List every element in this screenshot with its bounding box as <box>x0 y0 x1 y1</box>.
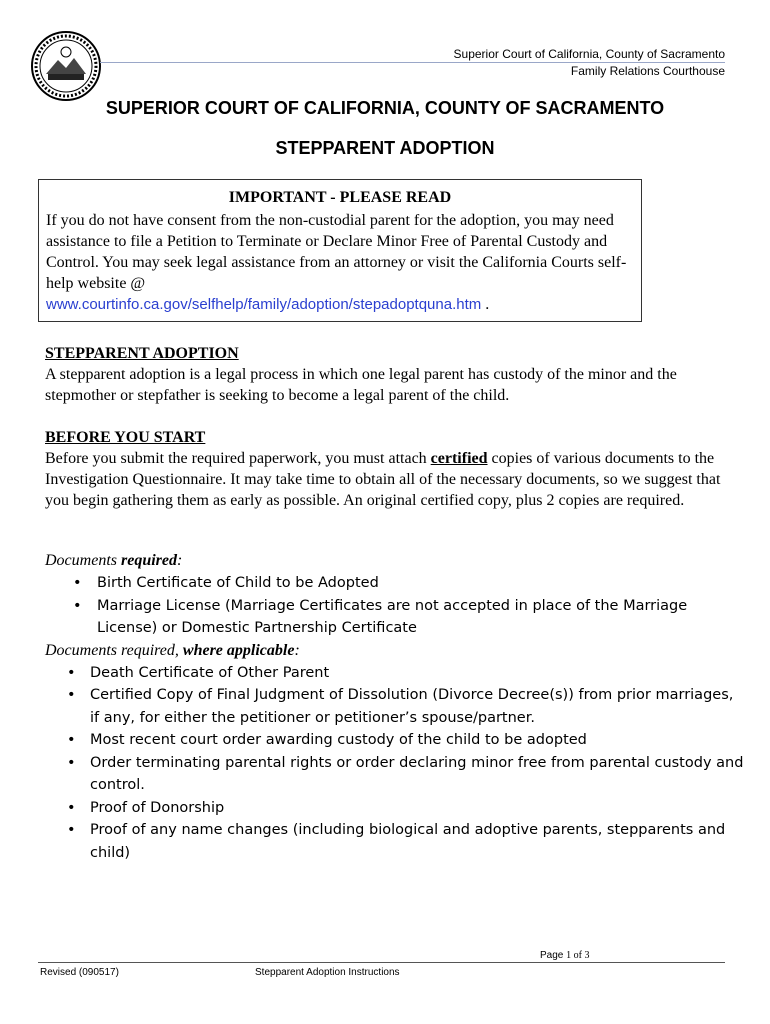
important-notice-box <box>38 179 642 322</box>
certified-emphasis: certified <box>430 450 488 467</box>
before-you-start-section <box>45 427 735 511</box>
footer-doc-title: Stepparent Adoption Instructions <box>255 967 400 978</box>
list-item: • Proof of any name changes (including biological and adoptive parents, stepparents and child) <box>45 819 745 864</box>
self-help-link[interactable]: www.courtinfo.ca.gov/selfhelp/family/adoption/stepadoptquna.htm <box>46 296 482 313</box>
bullet-icon: • <box>73 575 82 591</box>
important-text-block <box>46 210 636 315</box>
list-item: • Certified Copy of Final Judgment of Dissolution (Divorce Decree(s)) from prior marriages, if any, for either the petitioner or petitioner’s spouse/partner. <box>45 684 745 729</box>
important-text: If you do not have consent from the non-custodial parent for the adoption, you may need assistance to file a Petition to Terminate or Declare Minor Free of Parental Custody and Control. You may seek legal assistance from an attorney or visit the California Courts self-help website @ <box>46 212 627 292</box>
court-seal-logo <box>30 30 102 102</box>
before-text-start: Before you submit the required paperwork, you must attach <box>45 450 431 467</box>
bullet-icon: • <box>67 732 76 748</box>
important-heading: IMPORTANT - PLEASE READ <box>228 189 452 206</box>
list-item: • Death Certificate of Other Parent <box>45 662 745 685</box>
before-text-end: copies of various documents to the Investigation Questionnaire. It may take time to obtain all of the necessary documents, so we suggest that you begin gathering them as early as possible. An original certified copy, plus 2 copies are required. <box>45 450 721 509</box>
page-subtitle: STEPPARENT ADOPTION <box>275 138 495 158</box>
list-item: • Birth Certificate of Child to be Adopted <box>45 572 745 595</box>
header-divider <box>100 62 725 63</box>
bullet-icon: • <box>67 664 76 681</box>
list-item: • Most recent court order awarding custody of the child to be adopted <box>45 729 745 752</box>
stepparent-adoption-section <box>45 343 735 406</box>
bullet-icon: • <box>67 754 76 771</box>
revised-date: Revised (090517) <box>40 967 119 978</box>
page-number: Page 1 of 3 <box>540 950 590 961</box>
docs-required-label: Documents required: <box>45 552 183 569</box>
bullet-icon: • <box>67 687 76 703</box>
section-text-before <box>45 448 735 511</box>
section-heading-stepparent: STEPPARENT ADOPTION <box>45 345 239 362</box>
section-heading-before: BEFORE YOU START <box>45 429 206 446</box>
list-item: • Order terminating parental rights or order declaring minor free from parental custody and control. <box>45 752 745 797</box>
header-court: Superior Court of California, County of Sacramento <box>453 47 725 61</box>
footer-divider <box>38 962 725 963</box>
bullet-icon: • <box>67 799 76 816</box>
header-block <box>454 46 725 80</box>
section-text-stepparent: A stepparent adoption is a legal process in which one legal parent has custody of the minor and the stepmother or stepfather is seeking to become a legal parent of the child. <box>45 366 677 404</box>
docs-applicable-list <box>45 662 745 865</box>
docs-required-list <box>45 572 745 640</box>
link-suffix: . <box>481 296 490 313</box>
docs-applicable-label: Documents required, where applicable: <box>45 641 300 659</box>
documents-required-section <box>45 550 745 864</box>
list-item: • Marriage License (Marriage Certificates are not accepted in place of the Marriage License) or Domestic Partnership Certificate <box>45 595 745 640</box>
bullet-icon: • <box>67 822 76 838</box>
bullet-icon: • <box>73 597 82 614</box>
header-courthouse: Family Relations Courthouse <box>570 64 725 78</box>
page-title: SUPERIOR COURT OF CALIFORNIA, COUNTY OF SACRAMENTO <box>105 98 665 118</box>
list-item: • Proof of Donorship <box>45 797 745 820</box>
